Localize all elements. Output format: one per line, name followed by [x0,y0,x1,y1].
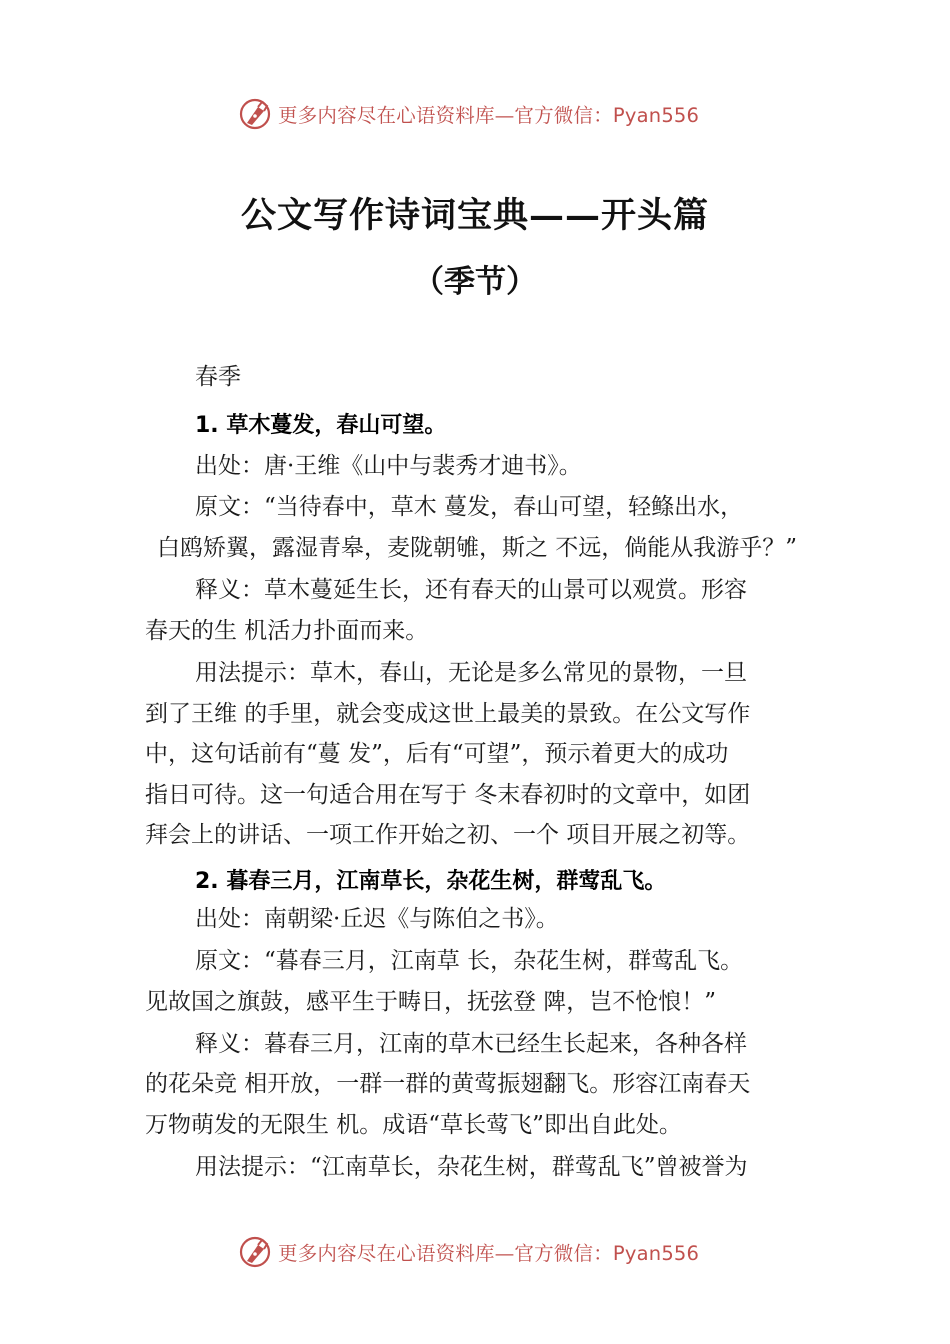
entry-original-text: 原文：“暮春三月，江南草 长，杂花生树，群莺乱飞。 [195,948,744,974]
entry-explanation: 释义：草木蔓延生长，还有春天的山景可以观赏。形容 [195,577,747,603]
footer-watermark [0,1232,950,1272]
entry-usage-tip: 中，这句话前有“蔓 发”，后有“可望”，预示着更大的成功 [145,741,729,767]
entry-original-text: 白鸥矫翼，露湿青皋，麦陇朝雊，斯之 不远，倘能从我游乎？” [157,535,798,561]
document-subtitle: （季节） [413,264,537,300]
watermark-wechat-id: Pyan556 [612,104,700,127]
entry-usage-tip: 到了王维 的手里，就会变成这世上最美的景致。在公文写作 [145,701,751,727]
entry-usage-tip: 用法提示：草木，春山，无论是多么常见的景物，一旦 [195,660,747,686]
entry-explanation: 的花朵竞 相开放，一群一群的黄莺振翅翻飞。形容江南春天 [145,1071,751,1097]
entry-original-text: 原文：“当待春中，草木 蔓发，春山可望，轻鲦出水， [195,494,744,520]
pen-nib-logo-icon [238,1235,272,1269]
document-title: 公文写作诗词宝典——开头篇 [240,195,709,236]
entry-usage-tip: 用法提示：“江南草长，杂花生树，群莺乱飞”曾被誉为 [195,1154,748,1180]
entry-usage-tip: 拜会上的讲话、一项工作开始之初、一个 项目开展之初等。 [145,822,751,848]
pen-nib-logo-icon [238,97,272,131]
entry-source: 出处：南朝梁·丘迟《与陈伯之书》。 [195,906,559,932]
entry-heading-2: 2. 暮春三月，江南草长，杂花生树，群莺乱飞。 [195,869,667,894]
watermark-text: 更多内容尽在心语资料库—官方微信：Pyan556 [278,1242,700,1265]
entry-original-text: 见故国之旗鼓，感平生于畴日，抚弦登 陴，岂不怆悢！” [145,989,717,1015]
watermark-row [238,1232,699,1272]
section-heading-spring: 春季 [195,364,241,390]
watermark-text: 更多内容尽在心语资料库—官方微信：Pyan556 [278,104,700,127]
entry-explanation: 春天的生 机活力扑面而来。 [145,618,429,644]
header-watermark [0,94,950,134]
watermark-row [238,94,699,134]
entry-explanation: 万物萌发的无限生 机。成语“草长莺飞”即出自此处。 [145,1112,682,1138]
entry-source: 出处：唐·王维《山中与裴秀才迪书》。 [195,453,582,479]
entry-usage-tip: 指日可待。这一句适合用在写于 冬末春初时的文章中，如团 [145,782,751,808]
entry-heading-1: 1. 草木蔓发，春山可望。 [195,413,447,438]
watermark-wechat-id: Pyan556 [612,1242,700,1265]
entry-explanation: 释义：暮春三月，江南的草木已经生长起来，各种各样 [195,1031,747,1057]
